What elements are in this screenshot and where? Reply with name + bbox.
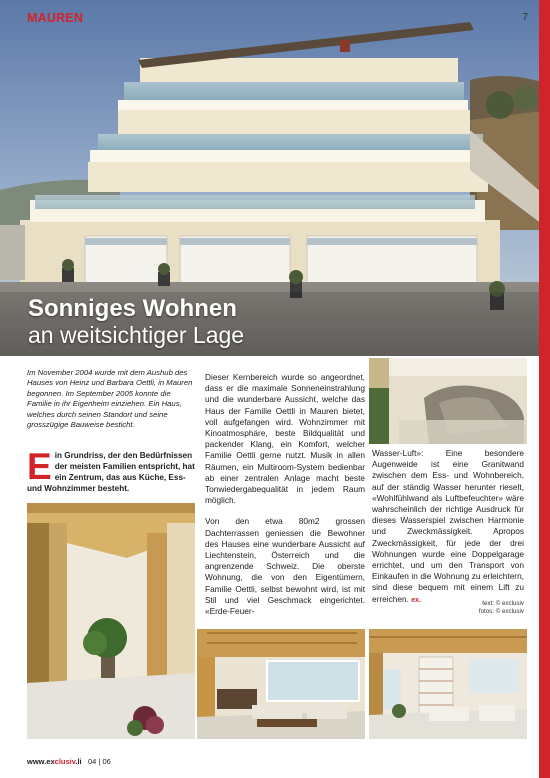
footer-website[interactable] bbox=[27, 757, 82, 766]
lead-paragraph bbox=[27, 446, 195, 494]
drop-cap: E bbox=[27, 446, 52, 487]
photo-hallway bbox=[27, 503, 195, 739]
page-number: 7 bbox=[522, 12, 528, 23]
footer-issue: 04 | 06 bbox=[88, 757, 111, 766]
section-label: MAUREN bbox=[27, 11, 84, 25]
article-title: Sonniges Wohnen bbox=[28, 295, 237, 322]
accent-bar bbox=[539, 0, 550, 778]
lead-text: in Grundriss, der den Bedürfnissen der meisten Familien entspricht, hat ein Zentrum, das aus Küche, Ess- und Wohnzimmer besteht. bbox=[27, 451, 195, 493]
photo-living-room bbox=[197, 629, 365, 739]
photo-interior-shelf bbox=[369, 629, 527, 739]
footer-url-suffix: .li bbox=[75, 757, 82, 766]
footer-url-prefix: www.ex bbox=[27, 757, 55, 766]
footer-url-accent: clusiv bbox=[54, 757, 76, 766]
signature: ex. bbox=[411, 596, 421, 604]
credit-photos: fotos: © exclusiv bbox=[478, 608, 524, 615]
body-text: Wasser-Luft»: Eine besondere Augenweide ist eine Granitwand zwischen dem Ess- und Wohnbereich, auf der ständig Wasser herunter rieselt, «Wohlfühlwand als Luftbefeuchter» wäre wahrscheinlich der richtige Ausdruck für dieses Wasserspiel zwischen Harmonie und Zweckmässigkeit. Apropos Zweckmässigkeit, für jede der drei Wohnungen wurde eine Doppelgarage errichtet, und um den Transport von Einkaufen in die Wohnung zu erleichtern, sind diese bequem mit einem Lift zu erreichen. bbox=[372, 448, 524, 604]
body-column-right bbox=[372, 448, 524, 606]
article-intro: Im November 2004 wurde mit dem Aushub des Hauses von Heinz und Barbara Oettli, in Mauren begonnen. Im September 2005 konnte die Familie in ihr Eigenheim einziehen. Ein Haus, welches durch seinen Standort und seine grosszügige Bauweise besticht. bbox=[27, 368, 193, 430]
body-paragraph bbox=[372, 448, 524, 606]
credit-text: text: © exclusiv bbox=[482, 600, 524, 607]
photo-water-wall bbox=[369, 358, 527, 444]
body-column-middle bbox=[205, 372, 365, 627]
article-subtitle: an weitsichtiger Lage bbox=[28, 322, 245, 348]
photo-credits bbox=[479, 600, 524, 616]
body-paragraph: Dieser Kernbereich wurde so angeordnet, dass er die maximale Sonneneinstrahlung und die wunderbare Aussicht, welche das Haus der Familie Oettli in Mauren bietet, voll aufgefangen wird. Wohnzimmer mit Kinoatmosphäre, beste Bildqualität und packender Klang, ein Komfort, welcher Familie Oettli gerne nutzt. Musik in allen Räumen, ein Multiroom-System bedienbar ab einer zentralen Anlage macht beste Tonwiedergabequalität in jedem Raum möglich. bbox=[205, 372, 365, 506]
body-paragraph: Von den etwa 80m2 grossen Dachterrassen geniessen die Bewohner des Hauses eine wunderbare Aussicht auf Liechtenstein, Österreich und die angrenzende Schweiz. Die oberste Wohnung, die von den Eigentümern, Familie Oettli, selbst bewohnt wird, ist mit Stil und viel Geschmack eingerichtet. «Erde-Feuer- bbox=[205, 516, 365, 617]
